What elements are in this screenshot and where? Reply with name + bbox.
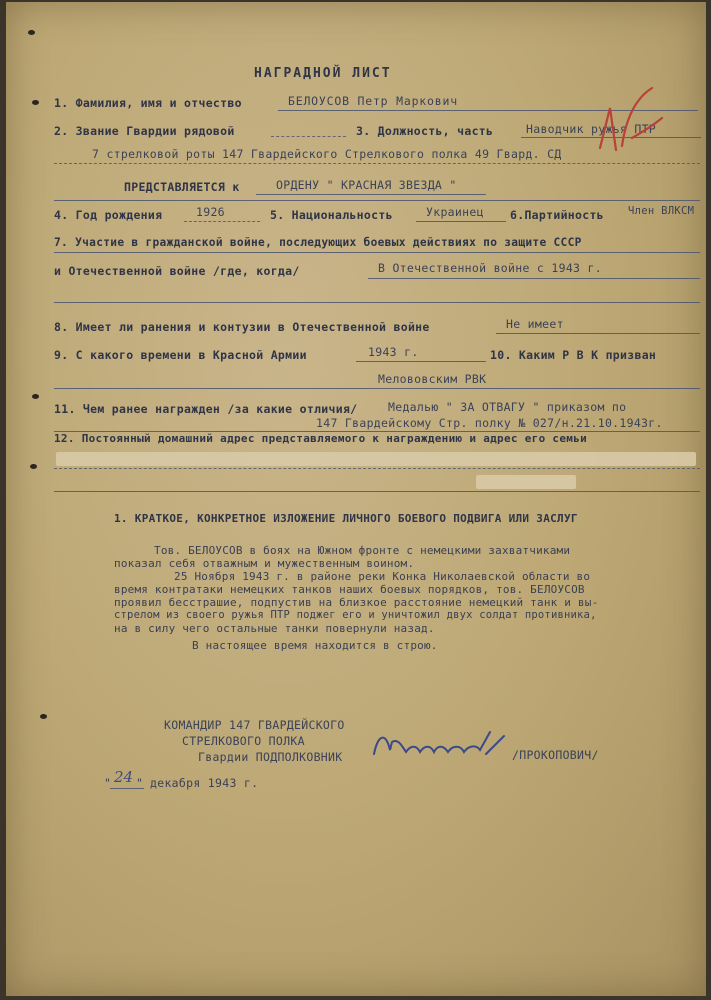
signatory-name: /ПРОКОПОВИЧ/: [512, 748, 599, 762]
feat-line: 25 Ноября 1943 г. в районе реки Конка Николаевской области во: [174, 570, 591, 583]
feat-line: стрелом из своего ружья ПТР поджег его и уничтожил двух солдат противника,: [114, 609, 597, 621]
field-4-label: 4. Год рождения: [54, 208, 163, 222]
field-7-rule-1: [54, 252, 700, 253]
date-month-year: декабря 1943 г.: [150, 776, 259, 790]
date-close-quote: ": [136, 776, 144, 790]
signature-line-2: СТРЕЛКОВОГО ПОЛКА: [182, 734, 305, 748]
feat-line: показал себя отважным и мужественным воином.: [114, 557, 415, 570]
field-6-value: Член ВЛКСМ: [628, 205, 695, 217]
field-7-value: В Отечественной войне с 1943 г.: [378, 261, 602, 275]
field-1-value: БЕЛОУСОВ Петр Маркович: [288, 94, 458, 108]
field-8-rule: [496, 333, 700, 334]
separator-rule: [54, 200, 700, 201]
feat-line: время контратаки немецких танков наших боевых порядков, тов. БЕЛОУСОВ: [114, 583, 585, 596]
field-4-rule: [184, 221, 260, 222]
feat-line: проявил бесстрашие, подпустив на близкое расстояние немецкий танк и вы-: [114, 596, 599, 609]
presented-rule: [256, 194, 486, 195]
field-8-value: Не имеет: [506, 317, 564, 331]
field-6-label: 6.Партийность: [510, 208, 604, 222]
field-3-value: Наводчик ружья ПТР: [526, 122, 657, 136]
signature-line-3: Гвардии ПОДПОЛКОВНИК: [198, 750, 343, 764]
field-3-label: 3. Должность, часть: [356, 124, 494, 138]
field-10-rule: [54, 388, 700, 389]
signature-line-1: КОМАНДИР 147 ГВАРДЕЙСКОГО: [164, 718, 345, 732]
field-7-line-2: и Отечественной войне /где, когда/: [54, 264, 300, 278]
field-7-line-1: 7. Участие в гражданской войне, последующих боевых действиях по защите СССР: [54, 236, 582, 249]
field-12-label: 12. Постоянный домашний адрес представляемого к награждению и адрес его семьи: [54, 432, 588, 445]
redacted-address: [476, 475, 576, 489]
feat-section-heading: 1. КРАТКОЕ, КОНКРЕТНОЕ ИЗЛОЖЕНИЕ ЛИЧНОГО БОЕВОГО ПОДВИГА ИЛИ ЗАСЛУГ: [114, 512, 578, 525]
field-11-value-1: Медалью " ЗА ОТВАГУ " приказом по: [388, 400, 627, 414]
field-2-label: 2. Звание Гвардии рядовой: [54, 124, 235, 138]
field-5-value: Украинец: [426, 205, 484, 219]
field-5-label: 5. Национальность: [270, 208, 393, 222]
field-4-value: 1926: [196, 205, 225, 219]
field-7-rule-2: [368, 278, 700, 279]
presented-value: ОРДЕНУ " КРАСНАЯ ЗВЕЗДА ": [276, 178, 457, 192]
field-5-rule: [416, 221, 506, 222]
date-open-quote: ": [104, 776, 112, 790]
feat-line: В настоящее время находится в строю.: [192, 639, 438, 652]
date-rule: [110, 788, 144, 789]
handwritten-signature: [368, 724, 508, 774]
punch-hole: [40, 714, 47, 719]
field-10-value: Мелововским РВК: [378, 372, 487, 386]
punch-hole: [32, 100, 39, 105]
field-12-rule-2: [54, 491, 700, 492]
field-2-rule: [271, 136, 346, 137]
redacted-address: [56, 452, 696, 466]
field-11-value-2: 147 Гвардейскому Стр. полку № 027/н.21.10.1943г.: [316, 416, 663, 430]
feat-line: Тов. БЕЛОУСОВ в боях на Южном фронте с немецкими захватчиками: [154, 544, 571, 557]
field-10-label: 10. Каким Р В К призван: [490, 348, 657, 362]
field-9-label: 9. С какого времени в Красной Армии: [54, 348, 307, 362]
award-sheet: [6, 2, 706, 996]
date-day: 24: [114, 768, 134, 786]
field-11-label: 11. Чем ранее награжден /за какие отличия/: [54, 402, 358, 416]
document-title: НАГРАДНОЙ ЛИСТ: [254, 66, 392, 81]
field-12-rule-1: [54, 468, 700, 469]
red-pencil-mark: [592, 78, 672, 168]
punch-hole: [28, 30, 35, 35]
field-1-label: 1. Фамилия, имя и отчество: [54, 96, 242, 110]
field-9-rule: [356, 361, 486, 362]
feat-line: на в силу чего остальные танки повернули назад.: [114, 622, 435, 635]
field-8-label: 8. Имеет ли ранения и контузии в Отечественной войне: [54, 320, 430, 334]
punch-hole: [30, 464, 37, 469]
presented-label: ПРЕДСТАВЛЯЕТСЯ к: [124, 180, 240, 194]
field-9-value: 1943 г.: [368, 345, 419, 359]
field-3-continuation: 7 стрелковой роты 147 Гвардейского Стрелкового полка 49 Гвард. СД: [92, 147, 562, 161]
field-7-rule-3: [54, 302, 700, 303]
punch-hole: [32, 394, 39, 399]
